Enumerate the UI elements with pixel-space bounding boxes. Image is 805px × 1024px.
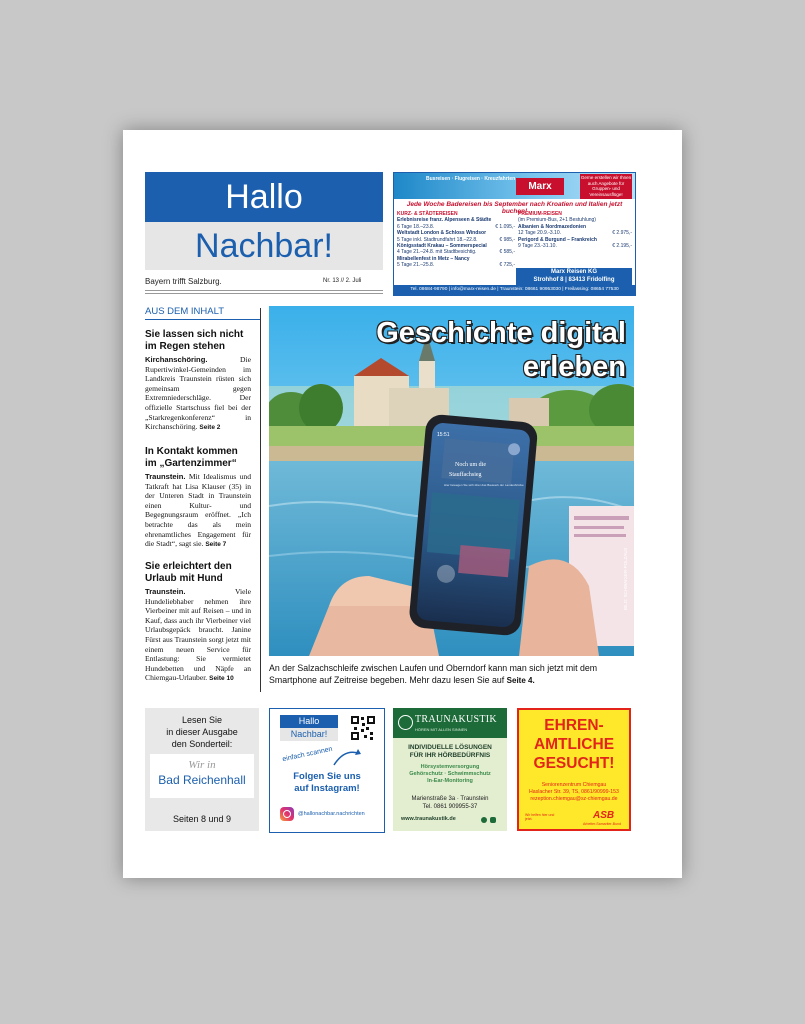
mini-masthead-1: Hallo [280, 715, 338, 728]
article-body: Kirchanschöring. Die Rupertiwinkel-Gemeinden im Landkreis Traunstein rüsten sich gemeinsam gegen Extremniederschläge. Der offizielle Startschuss fiel bei der „Starkregenkonferenz“ in Kirchanschöring. Seite 2 [145, 355, 251, 432]
article-body: Traunstein. Viele Hundeliebhaber nehmen ihre Vierbeiner mit auf Reisen – und in Kauf, dass auch ihr Vierbeiner viel Urlaubsgepäck braucht. Janine Fürst aus Traunstein sorgt jetzt mit einem neuen Service für Entlastung: Sie vermietet Hundebetten und Näpfe an Chiemgau-Urlauber. Seite 10 [145, 587, 251, 683]
trip-row: Perigord & Burgund – Frankreich [518, 236, 597, 243]
article-title: Sie erleichtert den Urlaub mit Hund [145, 561, 232, 584]
article-teaser[interactable] [145, 561, 251, 684]
services-list: Hörsystemversorgung Gehörschutz · Schwimmschutz In-Ear-Monitoring [409, 764, 491, 784]
article-body: Traunstein. Mit Idealismus und Tatkraft hat Lisa Klauser (35) in der Unteren Stadt in Traunstein einen Kultur- und Begegnungsraum eröffnet. „Ich betrachte das als mein ehrenamtliches Engagement für die Stadt“, sagt sie. Seite 7 [145, 472, 251, 549]
ear-logo-icon [398, 715, 413, 730]
divider [145, 290, 383, 291]
scan-text: einfach scannen [281, 745, 334, 764]
mini-masthead-2: Nachbar! [280, 728, 338, 741]
column-heading: KURZ- & STÄDTEREISEN [397, 211, 458, 217]
contact-info: Marienstraße 3a · Traunstein Tel. 0861 909955-37 [411, 796, 489, 810]
follow-text: Folgen Sie uns auf Instagram! [293, 771, 361, 794]
special-section-intro: Lesen Sie in dieser Ausgabe den Sonderteil: [166, 715, 238, 749]
phone-small-text: Hier bewegen Sie sich über das Bauwerk der Landesbrücke [444, 483, 524, 487]
ad-headline: EHREN- AMTLICHE GESUCHT! [533, 717, 615, 772]
brand-name: TRAUNAKUSTIK [415, 714, 497, 725]
trip-row: 6 Tage 18.–23.8. € 1.095,- [397, 223, 515, 230]
phone-time: 15:51 [437, 432, 450, 438]
ad-banner-text: Busreisen · Flugreisen · Kreuzfahrten [426, 176, 516, 182]
column-rule [260, 308, 261, 692]
trip-row: 12 Tage 20.9.-3.10. € 2.975,- [518, 230, 632, 237]
help-slogan: Wir helfen hier und jetzt. [525, 813, 555, 821]
arrow-icon [332, 747, 362, 767]
company-address: Strohhof 8 | 83413 Fridolfing [533, 277, 615, 283]
photo-credit: BILD: SCHWAIGER-POLZAU3 [623, 547, 628, 610]
company-name: Marx Reisen KG [550, 269, 598, 275]
marx-logo: Marx [516, 178, 564, 195]
trip-row: Albanien & Nordmazedonien [518, 223, 587, 230]
divider [145, 293, 383, 294]
brand-sub: HÖREN MIT ALLEN SINNEN [415, 727, 468, 732]
short-trips-column [397, 211, 515, 269]
masthead-line1: Hallo [145, 172, 383, 222]
column-heading: PREMIUM-REISEN [518, 211, 562, 217]
tagline: Bayern trifft Salzburg. [145, 277, 222, 286]
trip-row: Mirabellenfest in Metz – Nancy [397, 255, 470, 262]
instagram-handle[interactable]: @hallonachbar.nachrichten [298, 811, 365, 817]
asb-logo-sub: Arbeiter-Samariter-Bund [583, 822, 621, 826]
article-title: Sie lassen sich nicht im Regen stehen [145, 329, 244, 352]
trip-row: 5 Tage inkl. Stadtrundfahrt 18.–22.8. € 985,- [397, 236, 515, 243]
issue-number: Nr. 13 // 2. Juli [323, 278, 362, 284]
article-teaser[interactable] [145, 329, 251, 433]
hero-caption: An der Salzachschleife zwischen Laufen und Oberndorf kann man sich jetzt mit dem Smartphone auf Zeitreise begeben. Mehr dazu lesen Sie auf Seite 4. [269, 663, 598, 685]
trip-row: 4 Tage 21.–24.8. mit Stadtbesichtig. € 585,- [397, 249, 515, 256]
article-teaser[interactable] [145, 446, 251, 550]
divider [145, 319, 260, 320]
phone-text: Stauffachsieg [449, 472, 482, 478]
contents-heading: AUS DEM INHALT [145, 306, 225, 317]
website-link[interactable]: www.traunakustik.de [401, 816, 456, 822]
trip-row: (im Premium-Bus, 2+1 Bestuhlung) [518, 217, 596, 224]
ad-heading: INDIVIDUELLE LÖSUNGEN FÜR IHR HÖRBEDÜRFNIS [408, 744, 492, 759]
trip-row: 5 Tage 21.–25.8. € 725,- [397, 262, 515, 269]
special-section-box[interactable] [145, 708, 259, 831]
trip-row: Weltstadt London & Schloss Windsor [397, 230, 487, 237]
special-section-badge: Wir in Bad Reichenhall [150, 754, 254, 798]
newspaper-page [123, 130, 682, 878]
asb-logo: ASB [593, 810, 615, 821]
marx-reisen-ad [393, 172, 636, 296]
weekly-offer: Jede Woche Badereisen bis September nach Kroatien und Italien jetzt buchen! [406, 201, 623, 215]
special-section-pages: Seiten 8 und 9 [172, 814, 232, 824]
trip-row: 9 Tage 23.-31.10. € 2.195,- [518, 243, 632, 250]
ad-footer: Tel. 08684-98790 | info@marx-reisen.de | Traunstein: 08661 90953030 | Freilassing: 08654 77530 [394, 285, 635, 295]
asb-volunteer-ad[interactable] [517, 708, 631, 831]
instagram-ad[interactable] [269, 708, 385, 833]
traunakustik-ad[interactable] [393, 708, 507, 831]
trip-row: Königsstadt Krakau – Sommerspecial [397, 243, 487, 250]
trip-row: Erlebnisreise franz. Alpenseen & Städte [397, 217, 492, 224]
facebook-icon[interactable] [481, 817, 487, 823]
instagram-icon[interactable] [490, 817, 496, 823]
premium-trips-column [518, 211, 632, 249]
article-title: In Kontakt kommen im „Gartenzimmer“ [145, 446, 238, 469]
phone-text: Noch um die [455, 462, 486, 468]
masthead-line2: Nachbar! [145, 222, 383, 270]
traunakustik-header [393, 708, 507, 738]
qr-code-icon[interactable] [350, 715, 376, 741]
company-box [516, 268, 632, 285]
hero-title: Geschichte digital erleben [376, 317, 626, 383]
ad-contact: Seniorenzentrum Chiemgau Haslacher Str. 39, TS, 0861/90999-153 rezeption.chiemgau@sz-chiemgau.de [529, 782, 619, 802]
instagram-icon[interactable] [280, 807, 294, 821]
group-offer-box: Gerne erstellen wir Ihnen auch Angebote für Gruppen- und Vereinsausflüge! [580, 174, 632, 199]
